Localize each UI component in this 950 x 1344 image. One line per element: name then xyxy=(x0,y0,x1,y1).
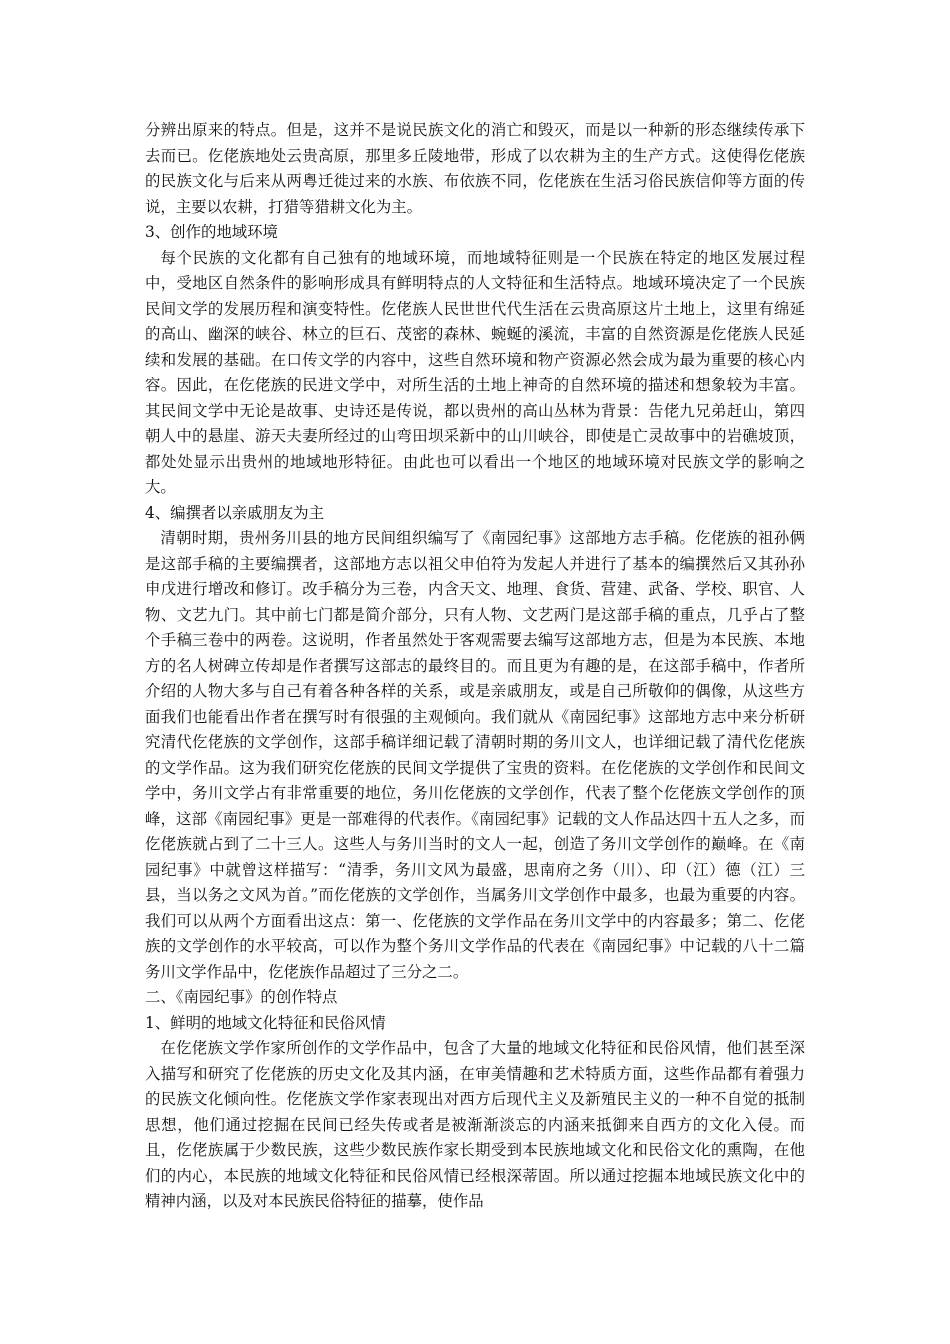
section-heading: 4、编撰者以亲戚朋友为主 xyxy=(145,503,325,522)
body-paragraph: 每个民族的文化都有自己独有的地域环境，而地域特征则是一个民族在特定的地区发展过程中，受地区自然条件的影响形成具有鲜明特点的人文特征和生活特点。地域环境决定了一个民族民间文学的发展历程和演变特性。仡佬族人民世世代代生活在云贵高原这片土地上，这里有绵延的高山、幽深的峡谷、林立的巨石、茂密的森林、蜿蜒的溪流，丰富的自然资源是仡佬族人民延续和发展的基础。在口传文学的内容中，这些自然环境和物产资源必然会成为最为重要的核心内容。因此，在仡佬族的民进文学中，对所生活的土地上神奇的自然环境的描述和想象较为丰富。其民间文学中无论是故事、史诗还是传说，都以贵州的高山丛林为背景：告佬九兄弟赶山，第四朝人中的悬崖、游天夫妻所经过的山弯田坝采新中的山川峡谷，即使是亡灵故事中的岩礁坡顶，都处处显示出贵州的地域地形特征。由此也可以看出一个地区的地域环境对民族文学的影响之大。 xyxy=(145,248,805,496)
section-heading: 3、创作的地域环境 xyxy=(145,223,278,241)
body-paragraph: 分辨出原来的特点。但是，这并不是说民族文化的消亡和毁灭，而是以一种新的形态继续传承下去而已。仡佬族地处云贵高原，那里多丘陵地带，形成了以农耕为主的生产方式。这使得仡佬族的民族文化与后来从两粤迁徙过来的水族、布依族不同，仡佬族在生活习俗民族信仰等方面的传说，主要以农耕，打猎等猎耕文化为主。 xyxy=(145,121,805,216)
body-paragraph: 在仡佬族文学作家所创作的文学作品中，包含了大量的地域文化特征和民俗风情，他们甚至深入描写和研究了仡佬族的历史文化及其内涵，在审美情趣和艺术特质方面，这些作品都有着强力的民族文化倾向性。仡佬族文学作家表现出对西方后现代主义及新殖民主义的一种不自觉的抵制思想，他们通过挖掘在民间已经失传或者是被渐渐淡忘的内涵来抵御来自西方的文化入侵。而且，仡佬族属于少数民族，这些少数民族作家长期受到本民族地域文化和民俗文化的熏陶，在他们的内心，本民族的地域文化特征和民俗风情已经根深蒂固。所以通过挖掘本地域民族文化中的精神内涵，以及对本民族民俗特征的描摹，使作品 xyxy=(145,1039,805,1210)
section-heading: 1、鲜明的地域文化特征和民俗风情 xyxy=(145,1013,386,1032)
body-paragraph: 清朝时期，贵州务川县的地方民间组织编写了《南园纪事》这部地方志手稿。仡佬族的祖孙俩是这部手稿的主要编撰者，这部地方志以祖父申伯符为发起人并进行了基本的编撰然后又其孙孙申戊进行增改和修订。改手稿分为三卷，内含天文、地理、食货、营建、武备、学校、职官、人物、文艺九门。其中前七门都是简介部分，只有人物、文艺两门是这部手稿的重点，几乎占了整个手稿三卷中的两卷。这说明，作者虽然处于客观需要去编写这部地方志，但是为本民族、本地方的名人树碑立传却是作者撰写这部志的最终目的。而且更为有趣的是，在这部手稿中，作者所介绍的人物大多与自己有着各种各样的关系，或是亲戚朋友，或是自己所敬仰的偶像，从这些方面我们也能看出作者在撰写时有很强的主观倾向。我们就从《南园纪事》这部地方志中来分析研究清代仡佬族的文学创作，这部手稿详细记载了清朝时期的务川文人，也详细记载了清代仡佬族的文学作品。这为我们研究仡佬族的民间文学提供了宝贵的资料。在仡佬族的文学创作和民间文学中，务川文学占有非常重要的地位，务川仡佬族的文学创作，代表了整个仡佬族文学创作的顶峰，这部《南园纪事》更是一部难得的代表作。《南园纪事》记载的文人作品达四十五人之多，而仡佬族就占到了二十三人。这些人与务川当时的文人一起，创造了务川文学创作的巅峰。在《南园纪事》中就曾这样描写：“清季，务川文风为最盛，思南府之务（川）、印（江）德（江）三县，当以务之文风为首。”而仡佬族的文学创作，当属务川文学创作中最多，也最为重要的内容。我们可以从两个方面看出这点：第一、仡佬族的文学作品在务川文学中的内容最多；第二、仡佬族的文学创作的水平较高，可以作为整个务川文学作品的代表在《南园纪事》中记载的八十二篇务川文学作品中，仡佬族作品超过了三分之二。 xyxy=(145,529,805,981)
document-page xyxy=(145,118,805,1215)
chapter-heading: 二、《南园纪事》的创作特点 xyxy=(145,988,338,1006)
